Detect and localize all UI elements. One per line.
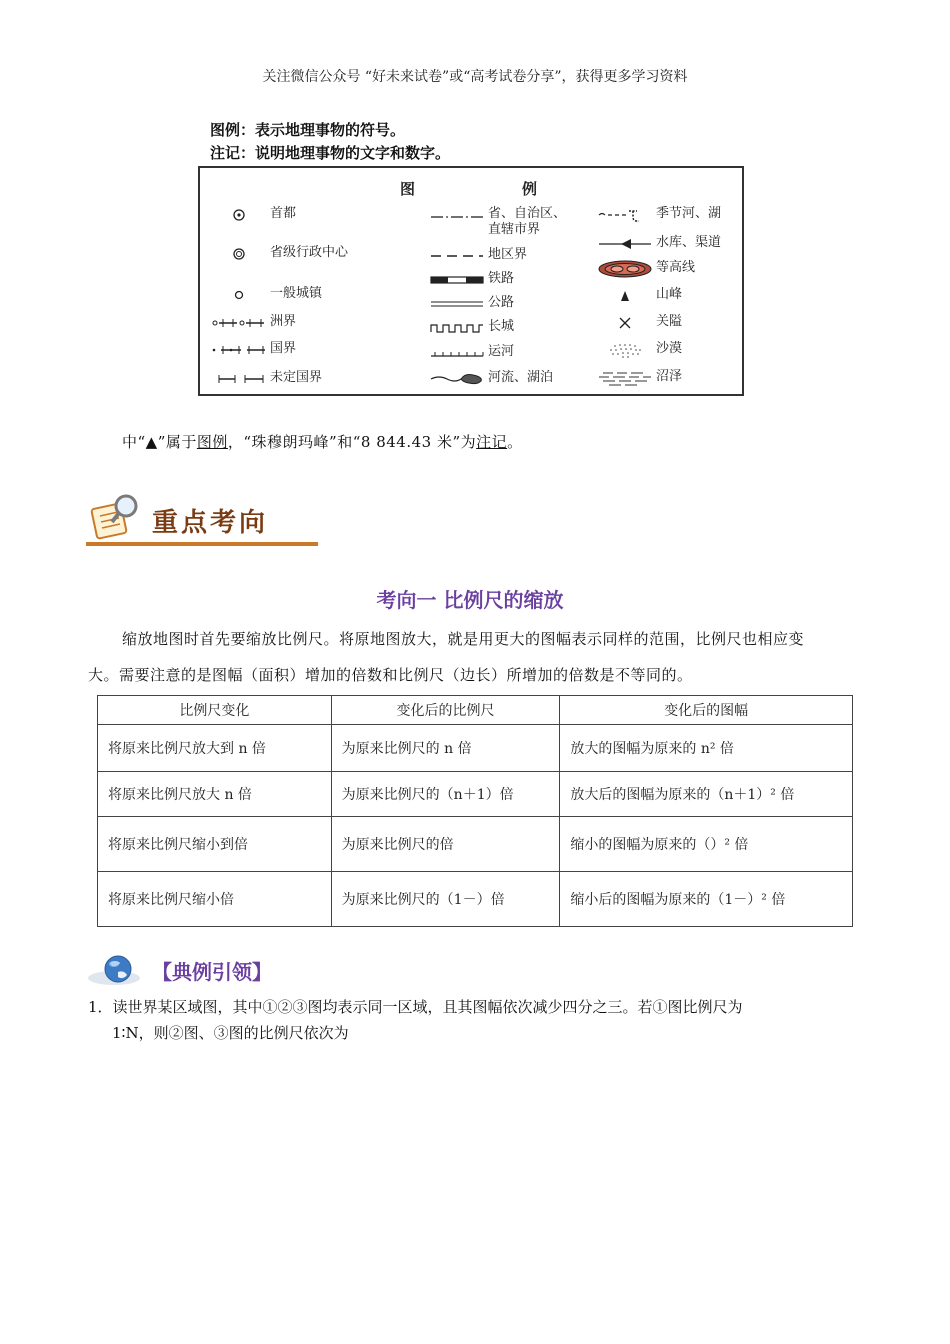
region-border-symbol-icon bbox=[426, 247, 488, 265]
legend-title-right: 例 bbox=[522, 180, 538, 198]
provincial-center-symbol-icon bbox=[208, 245, 270, 263]
desert-symbol-icon bbox=[594, 341, 656, 359]
highway-symbol-icon bbox=[426, 295, 488, 313]
legend-item-region-border bbox=[426, 247, 527, 265]
railway-symbol-icon bbox=[426, 271, 488, 289]
province-border-symbol-icon bbox=[426, 206, 488, 224]
table-cell: 为原来比例尺的（1－）倍 bbox=[331, 872, 560, 927]
table-header: 变化后的比例尺 bbox=[331, 696, 560, 725]
section-banner bbox=[86, 492, 318, 550]
legend-label: 一般城镇 bbox=[270, 286, 323, 301]
table-cell: 将原来比例尺缩小到倍 bbox=[98, 817, 332, 872]
seasonal-river-symbol-icon bbox=[594, 206, 656, 224]
legend-item-seasonal-river bbox=[594, 206, 721, 224]
legend-item-river-lake bbox=[426, 370, 553, 388]
legend-label: 水库、渠道 bbox=[656, 235, 722, 250]
table-cell: 缩小后的图幅为原来的（1－）² 倍 bbox=[560, 872, 853, 927]
legend-title-left: 图 bbox=[400, 180, 416, 198]
intro-paragraph-line1: 缩放地图时首先要缩放比例尺。将原地图放大，就是用更大的图幅表示同样的范围，比例尺也相应变 bbox=[122, 630, 805, 648]
table-row bbox=[98, 725, 853, 772]
example-sentence: 中“▲”属于图例，“珠穆朗玛峰”和“8 844.43 米”为注记。 bbox=[122, 433, 523, 451]
legend-label: 国界 bbox=[270, 341, 297, 356]
legend-definition: 图例：表示地理事物的符号。 bbox=[210, 121, 406, 139]
national-border-symbol-icon bbox=[208, 341, 270, 359]
section-banner-title: 重点考向 bbox=[152, 508, 269, 538]
notebook-magnifier-icon bbox=[86, 492, 148, 542]
table-row bbox=[98, 817, 853, 872]
table-cell: 为原来比例尺的（n＋1）倍 bbox=[331, 772, 560, 817]
legend-item-national-border bbox=[208, 341, 296, 359]
question-1 bbox=[88, 994, 868, 1046]
legend-label: 铁路 bbox=[488, 271, 515, 286]
topic-title: 考向一 比例尺的缩放 bbox=[376, 588, 564, 612]
table-header: 变化后的图幅 bbox=[560, 696, 853, 725]
legend-item-town bbox=[208, 286, 322, 304]
term-annotation: 注记 bbox=[476, 433, 508, 451]
scale-change-table bbox=[97, 695, 853, 927]
table-header: 比例尺变化 bbox=[98, 696, 332, 725]
legend-item-capital bbox=[208, 206, 296, 224]
question-line1: 1．读世界某区域图，其中①②③图均表示同一区域，且其图幅依次减少四分之三。若①图比例尺为 bbox=[88, 998, 743, 1016]
table-header-row bbox=[98, 696, 853, 725]
legend-label: 季节河、湖 bbox=[656, 206, 722, 221]
legend-label: 山峰 bbox=[656, 287, 683, 302]
capital-symbol-icon bbox=[208, 206, 270, 224]
intro-paragraph-line2: 大。需要注意的是图幅（面积）增加的倍数和比例尺（边长）所增加的倍数是不等同的。 bbox=[88, 666, 693, 684]
question-line2: 1∶N，则②图、③图的比例尺依次为 bbox=[112, 1024, 349, 1042]
example-heading: 【典例引领】 bbox=[152, 959, 272, 984]
table-cell: 放大的图幅为原来的 n² 倍 bbox=[560, 725, 853, 772]
legend-label: 河流、湖泊 bbox=[488, 370, 554, 385]
table-row bbox=[98, 872, 853, 927]
legend-item-highway bbox=[426, 295, 514, 313]
great-wall-symbol-icon bbox=[426, 319, 488, 337]
legend-item-great-wall bbox=[426, 319, 514, 337]
continent-border-symbol-icon bbox=[208, 314, 270, 332]
pass-symbol-icon bbox=[594, 314, 656, 332]
peak-symbol-icon bbox=[594, 287, 656, 305]
legend-item-contour-line bbox=[594, 260, 695, 278]
map-legend-box bbox=[198, 166, 744, 396]
legend-label: 洲界 bbox=[270, 314, 297, 329]
river-lake-symbol-icon bbox=[426, 370, 488, 388]
table-cell: 将原来比例尺缩小倍 bbox=[98, 872, 332, 927]
legend-item-railway bbox=[426, 271, 514, 289]
table-cell: 放大后的图幅为原来的（n＋1）² 倍 bbox=[560, 772, 853, 817]
table-cell: 为原来比例尺的倍 bbox=[331, 817, 560, 872]
legend-label: 沙漠 bbox=[656, 341, 683, 356]
legend-label: 关隘 bbox=[656, 314, 683, 329]
undetermined-border-symbol-icon bbox=[208, 370, 270, 388]
legend-label: 省级行政中心 bbox=[270, 245, 349, 260]
legend-item-reservoir-channel bbox=[594, 235, 721, 253]
town-symbol-icon bbox=[208, 286, 270, 304]
legend-item-continent-border bbox=[208, 314, 296, 332]
legend-label: 等高线 bbox=[656, 260, 696, 275]
legend-item-province-border bbox=[426, 206, 566, 238]
legend-label: 省、自治区、 直辖市界 bbox=[488, 206, 567, 237]
table-row bbox=[98, 772, 853, 817]
legend-item-canal bbox=[426, 344, 514, 362]
legend-item-peak bbox=[594, 287, 682, 305]
globe-icon bbox=[88, 952, 144, 988]
header-note: 关注微信公众号 “好未来试卷”或“高考试卷分享”，获得更多学习资料 bbox=[262, 69, 688, 85]
legend-label: 地区界 bbox=[488, 247, 528, 262]
table-cell: 将原来比例尺放大到 n 倍 bbox=[98, 725, 332, 772]
swamp-symbol-icon bbox=[594, 369, 656, 387]
legend-label: 运河 bbox=[488, 344, 515, 359]
contour-line-symbol-icon bbox=[594, 260, 656, 278]
term-legend: 图例 bbox=[196, 433, 228, 451]
legend-item-undetermined-border bbox=[208, 370, 322, 388]
legend-label: 长城 bbox=[488, 319, 515, 334]
banner-underline bbox=[86, 542, 318, 546]
example-heading-bar bbox=[88, 950, 272, 990]
legend-item-provincial-center bbox=[208, 245, 348, 263]
legend-label: 公路 bbox=[488, 295, 515, 310]
legend-item-desert bbox=[594, 341, 682, 359]
legend-label: 未定国界 bbox=[270, 370, 323, 385]
legend-label: 沼泽 bbox=[656, 369, 683, 384]
table-cell: 为原来比例尺的 n 倍 bbox=[331, 725, 560, 772]
legend-item-swamp bbox=[594, 369, 682, 387]
legend-item-pass bbox=[594, 314, 682, 332]
canal-symbol-icon bbox=[426, 344, 488, 362]
legend-label: 首都 bbox=[270, 206, 297, 221]
annotation-definition: 注记：说明地理事物的文字和数字。 bbox=[210, 144, 451, 162]
table-cell: 缩小的图幅为原来的（）² 倍 bbox=[560, 817, 853, 872]
reservoir-channel-symbol-icon bbox=[594, 235, 656, 253]
table-cell: 将原来比例尺放大 n 倍 bbox=[98, 772, 332, 817]
